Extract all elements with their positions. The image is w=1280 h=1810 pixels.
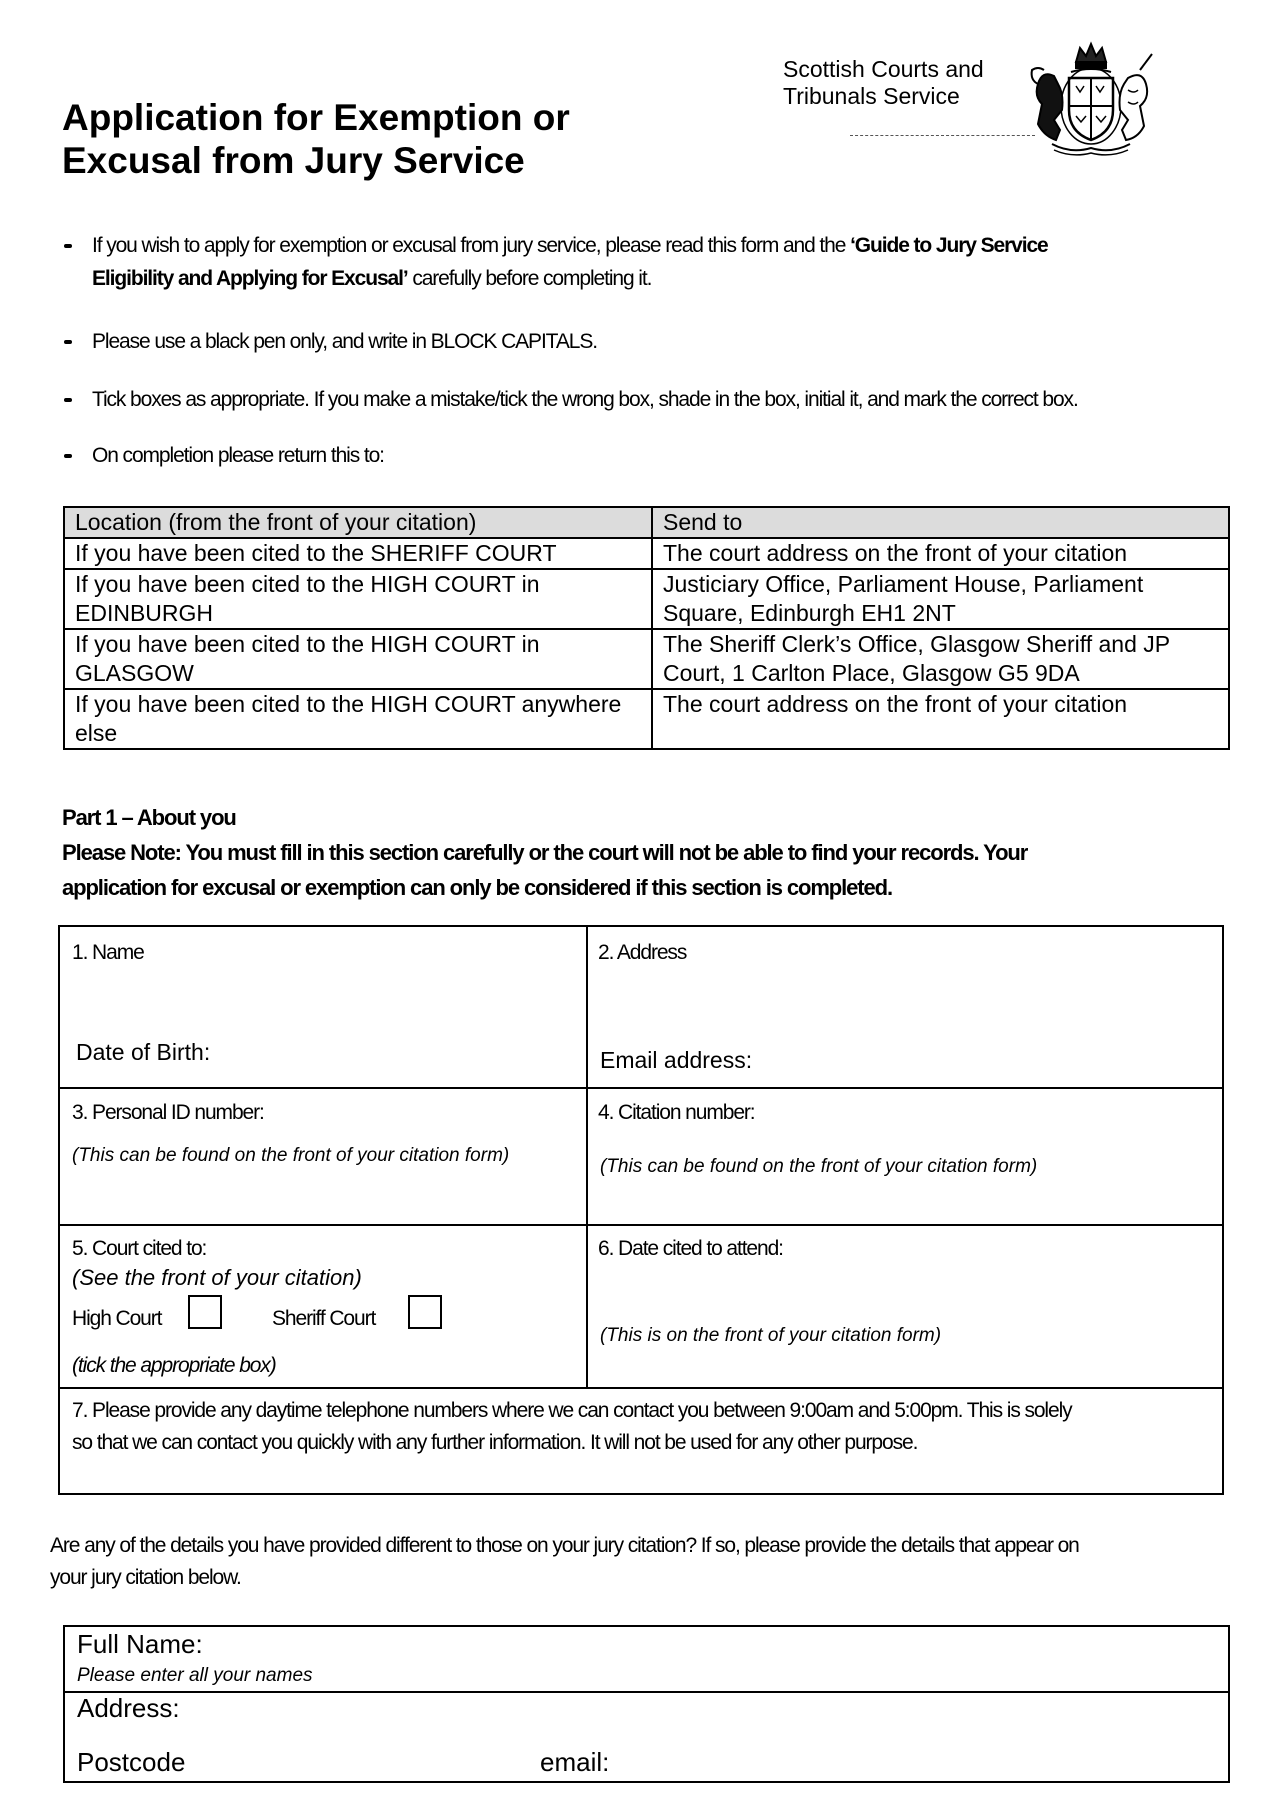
telephone-field[interactable]: 7. Please provide any daytime telephone numbers where we can contact you between 9:00am and 5:00pm. This is solely <box>72 1399 1072 1422</box>
table-row <box>64 569 1229 629</box>
table-row <box>64 629 1229 689</box>
address-field[interactable]: 2. Address <box>598 941 687 964</box>
return-address-table <box>63 506 1230 750</box>
guide-title: ‘Guide to Jury Service <box>850 234 1048 257</box>
part1-section-header <box>62 800 1027 905</box>
personal-id-field[interactable]: 3. Personal ID number: <box>72 1101 264 1124</box>
instruction-text-cont: carefully before completing it. <box>407 267 652 290</box>
column-header-send-to: Send to <box>652 507 1229 538</box>
full-name-note: Please enter all your names <box>77 1665 313 1686</box>
instruction-text: If you wish to apply for exemption or excusal from jury service, please read this form and the <box>92 234 851 257</box>
title-line-2: Excusal from Jury Service <box>62 140 525 181</box>
table-header-row <box>64 507 1229 538</box>
table-cell: If you have been cited to the HIGH COURT in EDINBURGH <box>64 569 652 629</box>
page-title <box>62 96 570 182</box>
table-cell: Justiciary Office, Parliament House, Parliament Square, Edinburgh EH1 2NT <box>652 569 1229 629</box>
bullet-icon <box>64 398 72 402</box>
table-row <box>64 538 1229 569</box>
table-row <box>64 689 1229 749</box>
personal-id-note: (This can be found on the front of your citation form) <box>72 1145 510 1166</box>
telephone-note: so that we can contact you quickly with any further information. It will not be used for any other purpose. <box>72 1431 918 1454</box>
citation-number-note: (This can be found on the front of your citation form) <box>600 1156 1038 1177</box>
details-differ-question <box>50 1530 1235 1594</box>
divider <box>586 927 588 1387</box>
table-cell: If you have been cited to the HIGH COURT in GLASGOW <box>64 629 652 689</box>
email-field[interactable]: email: <box>540 1747 610 1777</box>
part1-note-cont: application for excusal or exemption can only be considered if this section is completed. <box>62 875 892 900</box>
address-field[interactable]: Address: <box>77 1693 180 1723</box>
table-cell: If you have been cited to the SHERIFF COURT <box>64 538 652 569</box>
instruction-text: Tick boxes as appropriate. If you make a mistake/tick the wrong box, shade in the box, initial it, and mark the correct box. <box>92 388 1078 411</box>
org-line-2: Tribunals Service <box>783 83 960 109</box>
tick-note: (tick the appropriate box) <box>72 1354 276 1377</box>
part1-heading: Part 1 – About you <box>62 805 236 830</box>
org-divider <box>850 135 1035 136</box>
about-you-form <box>58 925 1224 1495</box>
sheriff-court-label: Sheriff Court <box>272 1307 376 1330</box>
sheriff-court-checkbox[interactable] <box>408 1295 442 1329</box>
court-cited-note: (See the front of your citation) <box>72 1265 362 1290</box>
question-text: Are any of the details you have provided different to those on your jury citation? If so, please provide the details that appear on <box>50 1534 1079 1557</box>
guide-title-cont: Eligibility and Applying for Excusal’ <box>92 267 408 290</box>
bullet-icon <box>64 244 72 248</box>
date-cited-note: (This is on the front of your citation form) <box>600 1325 942 1346</box>
table-cell: The court address on the front of your citation <box>652 689 1229 749</box>
divider <box>60 1224 1222 1226</box>
bullet-icon <box>64 454 72 458</box>
email-address-field[interactable]: Email address: <box>600 1047 753 1073</box>
divider <box>60 1087 1222 1089</box>
instruction-text: On completion please return this to: <box>92 444 384 467</box>
table-cell: The court address on the front of your citation <box>652 538 1229 569</box>
table-cell: If you have been cited to the HIGH COURT anywhere else <box>64 689 652 749</box>
postcode-field[interactable]: Postcode <box>77 1747 186 1777</box>
title-line-1: Application for Exemption or <box>62 97 570 138</box>
part1-note: Please Note: You must fill in this section carefully or the court will not be able to find your records. Your <box>62 840 1028 865</box>
full-name-field[interactable]: Full Name: <box>77 1629 203 1659</box>
divider <box>60 1387 1222 1389</box>
high-court-checkbox[interactable] <box>188 1295 222 1329</box>
column-header-location: Location (from the front of your citation) <box>64 507 652 538</box>
court-cited-label: 5. Court cited to: <box>72 1237 207 1260</box>
citation-details-form <box>63 1625 1230 1783</box>
instruction-text: Please use a black pen only, and write in BLOCK CAPITALS. <box>92 330 597 353</box>
org-line-1: Scottish Courts and <box>783 56 984 82</box>
date-of-birth-field[interactable]: Date of Birth: <box>76 1039 211 1065</box>
organisation-name <box>783 56 984 110</box>
question-text-cont: your jury citation below. <box>50 1566 241 1589</box>
name-field[interactable]: 1. Name <box>72 941 144 964</box>
divider <box>65 1691 1228 1693</box>
bullet-icon <box>64 340 72 344</box>
date-cited-field[interactable]: 6. Date cited to attend: <box>598 1237 783 1260</box>
table-cell: The Sheriff Clerk’s Office, Glasgow Sheriff and JP Court, 1 Carlton Place, Glasgow G5 9DA <box>652 629 1229 689</box>
high-court-label: High Court <box>72 1307 162 1330</box>
royal-coat-of-arms-icon <box>1024 40 1159 158</box>
citation-number-field[interactable]: 4. Citation number: <box>598 1101 755 1124</box>
